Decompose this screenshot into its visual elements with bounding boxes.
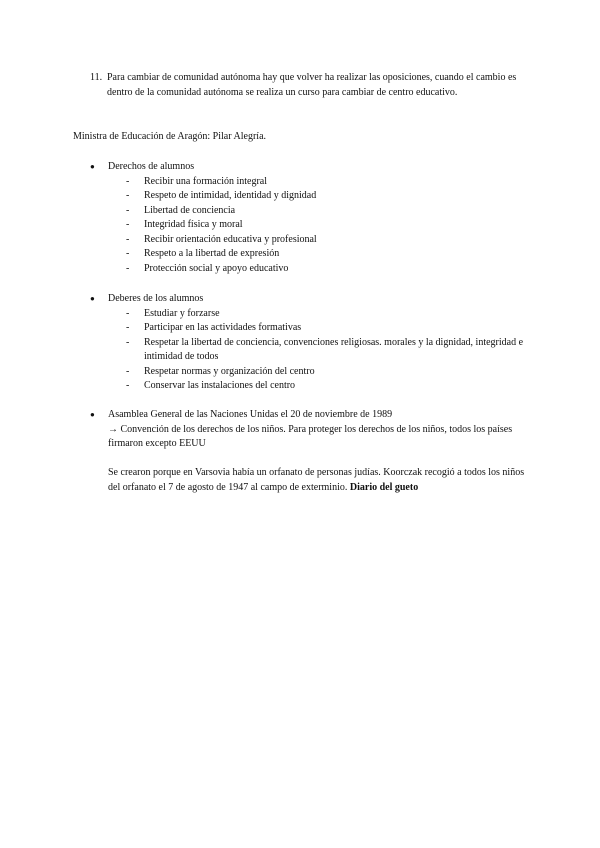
dash-marker: -	[126, 204, 130, 216]
dash-marker: -	[126, 219, 130, 230]
dash-marker: -	[126, 365, 130, 377]
bullet-icon: ●	[90, 294, 95, 303]
bullet-icon: ●	[90, 410, 95, 419]
list-item-text: Participar en las actividades formativas	[144, 322, 302, 333]
deberes-list	[108, 307, 530, 394]
list-item-text: Respeto de intimidad, identidad y dignidad	[144, 190, 317, 201]
numbered-item-11	[90, 71, 530, 100]
list-item	[108, 307, 530, 322]
list-item	[108, 218, 530, 233]
list-item-text: Respetar normas y organización del centro	[144, 365, 315, 377]
derechos-list	[108, 175, 530, 277]
list-item	[108, 204, 530, 219]
dash-marker: -	[126, 307, 130, 319]
deberes-section	[90, 292, 530, 394]
item-text: Para cambiar de comunidad autónoma hay que volver ha realizar las oposiciones, cuando el cambio es dentro de la comunidad autónoma se realiza un curso para cambiar de centro educativo.	[107, 72, 517, 98]
dash-marker: -	[126, 322, 130, 333]
ministra-line: Ministra de Educación de Aragón: Pilar Alegría.	[73, 131, 267, 142]
dash-marker: -	[126, 248, 130, 259]
dash-marker: -	[126, 190, 130, 201]
asamblea-section	[90, 408, 530, 495]
list-item-text: Recibir una formación integral	[144, 175, 268, 187]
dash-marker: -	[126, 380, 130, 391]
historia-bold-text: Diario del gueto	[349, 481, 419, 493]
bullet-icon: ●	[90, 162, 95, 171]
section-title: Asamblea General de las Naciones Unidas el 20 de noviembre de 1989	[108, 409, 393, 420]
list-item	[108, 175, 530, 190]
item-number: 11.	[90, 72, 103, 83]
list-item	[108, 365, 530, 380]
list-item	[108, 336, 530, 365]
convencion-line: → Convención de los derechos de los niños. Para proteger los derechos de los niños, todos los países firmaron excepto EEUU	[108, 423, 513, 449]
section-title: Deberes de los alumnos	[108, 293, 204, 304]
list-item-text: Estudiar y forzarse	[144, 307, 220, 319]
list-item-text: Recibir orientación educativa y profesional	[144, 233, 317, 245]
list-item-text: Respeto a la libertad de expresión	[144, 248, 280, 259]
historia-paragraph	[108, 466, 530, 495]
derechos-section	[90, 160, 530, 276]
list-item-text: Protección social y apoyo educativo	[144, 262, 289, 274]
list-item	[108, 189, 530, 204]
dash-marker: -	[126, 336, 130, 348]
list-item	[108, 321, 530, 336]
list-item-text: Libertad de conciencia	[144, 204, 236, 216]
list-item-text: Integridad física y moral	[144, 219, 243, 230]
section-title: Derechos de alumnos	[108, 161, 195, 172]
dash-marker: -	[126, 175, 130, 187]
historia-text: Se crearon porque en Varsovia había un orfanato de personas judías. Koorczak recogió a todos los niños del orfanato el 7 de agosto de 1947 al campo de exterminio.	[108, 467, 525, 493]
list-item	[108, 247, 530, 262]
dash-marker: -	[126, 262, 130, 274]
list-item	[108, 262, 530, 277]
list-item-text: Conservar las instalaciones del centro	[144, 380, 296, 391]
list-item	[108, 379, 530, 394]
dash-marker: -	[126, 233, 130, 245]
list-item-text: Respetar la libertad de conciencia, convenciones religiosas. morales y la dignidad, integridad e intimidad de todos	[144, 336, 524, 362]
list-item	[108, 233, 530, 248]
